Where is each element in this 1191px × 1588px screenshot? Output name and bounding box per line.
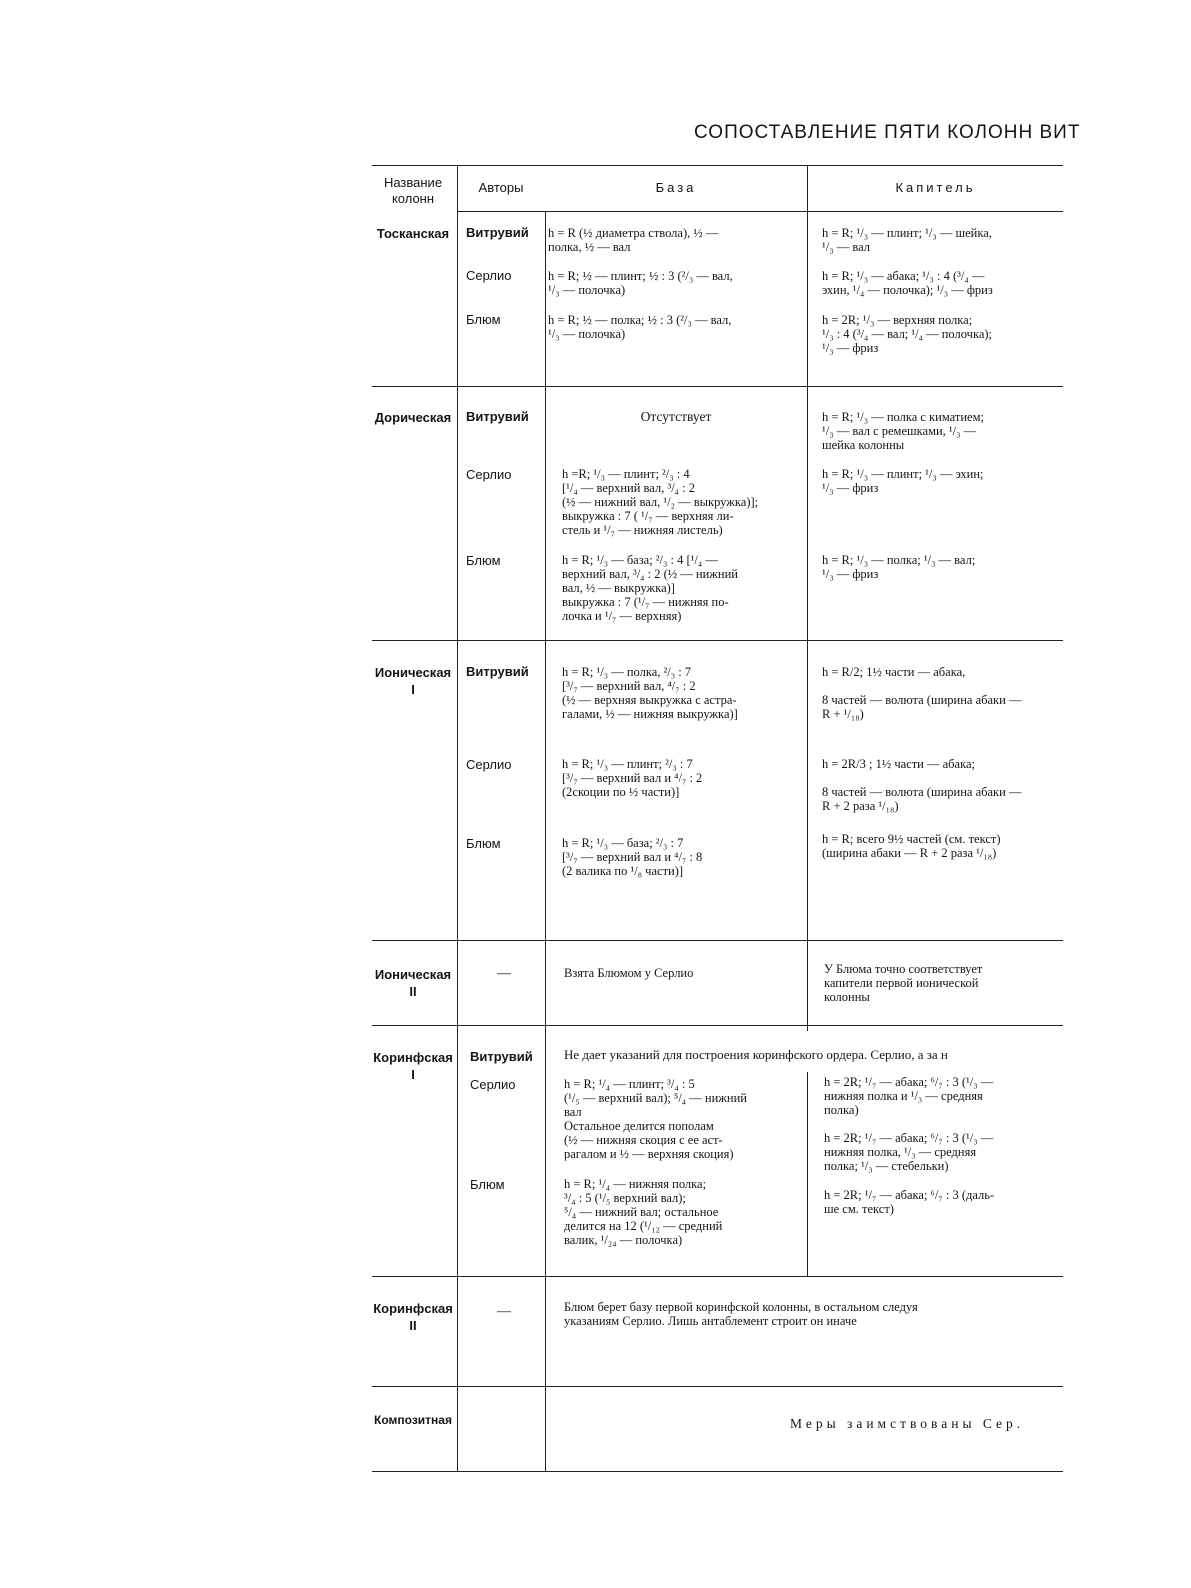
- row-rule-doric: [372, 640, 1063, 641]
- capital-corinthian1-serlio: h = 2R; ¹/₇ — абака; ⁶/₇ : 3 (¹/₃ — нижняя полка и ¹/₃ — средняя полка) h = 2R; ¹/₇ — абака; ⁶/₇ : 3 (¹/₃ — нижняя полка, ¹/₃ — средняя полка; ¹/₃ — стебельки): [824, 1075, 994, 1173]
- base-ionic1-serlio: h = R; ¹/₃ — плинт; ²/₃ : 7 [³/₇ — верхний вал и ⁴/₇ : 2 (2скоции по ½ части)]: [562, 757, 703, 799]
- row-name-composite: Композитная: [374, 1413, 452, 1427]
- header-capital: Капитель: [895, 180, 976, 195]
- author-serlio-tuscan: Серлио: [466, 268, 512, 283]
- base-ionic1-blum: h = R; ¹/₃ — база; ²/₃ : 7 [³/₇ — верхний вал и ⁴/₇ : 8 (2 валика по ¹/₈ части)]: [562, 836, 703, 878]
- base-doric-blum: h = R; ¹/₃ — база; ²/₃ : 4 [¹/₄ — верхний вал, ³/₄ : 2 (½ — нижний вал, ½ — выкружка)] выкружка : 7 (¹/₇ — нижняя по- лочка и ¹/₇ — верхняя): [562, 553, 739, 623]
- row-rule-ionic1: [372, 940, 1063, 941]
- base-ionic2: Взята Блюмом у Серлио: [564, 966, 694, 980]
- base-tuscan-serlio: h = R; ½ — плинт; ½ : 3 (²/₃ — вал, ¹/₃ — полочка): [548, 269, 733, 297]
- row-name-tuscan: Тосканская: [376, 226, 450, 241]
- capital-tuscan-vitruvius: h = R; ¹/₃ — плинт; ¹/₃ — шейка, ¹/₃ — вал: [822, 226, 992, 254]
- text-composite: Меры заимствованы Сер.: [790, 1416, 1025, 1431]
- header-name: Название колонн: [383, 175, 443, 206]
- capital-tuscan-serlio: h = R; ¹/₃ — абака; ¹/₃ : 4 (³/₄ — эхин, ¹/₄ — полочка); ¹/₃ — фриз: [822, 269, 993, 297]
- base-doric-vitruvius: Отсутствует: [640, 409, 712, 424]
- row-rule-tuscan: [372, 386, 1063, 387]
- row-name-ionic1: Ионическая I: [374, 665, 452, 697]
- col-rule-base-top: [807, 165, 808, 1031]
- col-rule-base-corinthian: [807, 1072, 808, 1276]
- author-serlio-ionic1: Серлио: [466, 757, 512, 772]
- table-top-rule: [372, 165, 1063, 166]
- base-tuscan-blum: h = R; ½ — полка; ½ : 3 (²/₃ — вал, ¹/₃ — полочка): [548, 313, 732, 341]
- capital-doric-blum: h = R; ¹/₃ — полка; ¹/₃ — вал; ¹/₃ — фриз: [822, 553, 976, 581]
- capital-doric-vitruvius: h = R; ¹/₃ — полка с киматием; ¹/₃ — вал с ремешками, ¹/₃ — шейка колонны: [822, 410, 984, 452]
- header-base: База: [655, 180, 697, 195]
- author-vitruvius-ionic1: Витрувий: [466, 664, 529, 679]
- capital-ionic2: У Блюма точно соответствует капители первой ионической колонны: [824, 962, 983, 1004]
- header-rule: [457, 211, 1063, 212]
- row-name-doric: Дорическая: [374, 410, 452, 425]
- capital-tuscan-blum: h = 2R; ¹/₃ — верхняя полка; ¹/₃ : 4 (³/₄ — вал; ¹/₄ — полочка); ¹/₃ — фриз: [822, 313, 993, 355]
- col-rule-authors: [545, 211, 546, 1471]
- author-dash-corinthian2: —: [497, 1304, 511, 1319]
- author-serlio-corinthian1: Серлио: [470, 1077, 516, 1092]
- row-name-ionic2: Ионическая II: [374, 967, 452, 999]
- base-tuscan-vitruvius: h = R (½ диаметра ствола), ½ — полка, ½ — вал: [548, 226, 719, 254]
- row-rule-corinthian2: [372, 1386, 1063, 1387]
- row-name-corinthian2: Коринфская II: [373, 1301, 453, 1333]
- row-rule-ionic2: [372, 1025, 1063, 1026]
- author-dash-ionic2: —: [497, 966, 511, 981]
- capital-ionic1-serlio: h = 2R/3 ; 1½ части — абака; 8 частей — волюта (ширина абаки — R + 2 раза ¹/₁₈): [822, 757, 1022, 813]
- table-bottom-rule: [372, 1471, 1063, 1472]
- header-authors: Авторы: [478, 180, 524, 195]
- author-blum-tuscan: Блюм: [466, 312, 501, 327]
- author-blum-doric: Блюм: [466, 553, 501, 568]
- col-rule-name: [457, 165, 458, 1471]
- page-title: СОПОСТАВЛЕНИЕ ПЯТИ КОЛОНН ВИТ: [694, 122, 1081, 143]
- capital-corinthian1-blum: h = 2R; ¹/₇ — абака; ⁶/₇ : 3 (даль- ше см. текст): [824, 1188, 995, 1216]
- text-corinthian2: Блюм берет базу первой коринфской колонны, в остальном следуя указаниям Серлио. Лишь антаблемент строит он иначе: [564, 1300, 918, 1328]
- capital-doric-serlio: h = R; ¹/₃ — плинт; ¹/₃ — эхин; ¹/₃ — фриз: [822, 467, 984, 495]
- row-rule-corinthian1: [372, 1276, 1063, 1277]
- author-vitruvius-tuscan: Витрувий: [466, 225, 529, 240]
- base-corinthian1-blum: h = R; ¹/₄ — нижняя полка; ³/₄ : 5 (¹/₅ верхний вал); ⁵/₄ — нижний вал; остальное делится на 12 (¹/₁₂ — средний валик, ¹/₂₄ — полочка): [564, 1177, 723, 1247]
- capital-ionic1-vitruvius: h = R/2; 1½ части — абака, 8 частей — волюта (ширина абаки — R + ¹/₁₈): [822, 665, 1022, 721]
- author-vitruvius-corinthian1: Витрувий: [470, 1049, 533, 1064]
- base-doric-serlio: h =R; ¹/₃ — плинт; ²/₃ : 4 [¹/₄ — верхний вал, ³/₄ : 2 (½ — нижний вал, ¹/₂ — выкружка)]; выкружка : 7 ( ¹/₇ — верхняя ли- стель и ¹/₇ — нижняя листель): [562, 467, 759, 537]
- base-corinthian1-serlio: h = R; ¹/₄ — плинт; ³/₄ : 5 (¹/₅ — верхний вал); ⁵/₄ — нижний вал Остальное делится пополам (½ — нижняя скоция с ее аст- рагалом и ½ — верхняя скоция): [564, 1077, 747, 1161]
- capital-ionic1-blum: h = R; всего 9½ частей (см. текст) (ширина абаки — R + 2 раза ¹/₁₈): [822, 832, 1001, 860]
- author-blum-ionic1: Блюм: [466, 836, 501, 851]
- base-ionic1-vitruvius: h = R; ¹/₃ — полка, ²/₃ : 7 [³/₇ — верхний вал, ⁴/₇ : 2 (½ — верхняя выкружка с астра- галами, ½ — нижняя выкружка)]: [562, 665, 738, 721]
- note-corinthian1-vitruvius: Не дает указаний для построения коринфского ордера. Серлио, а за н: [564, 1048, 948, 1062]
- author-serlio-doric: Серлио: [466, 467, 512, 482]
- row-name-corinthian1: Коринфская I: [373, 1050, 453, 1082]
- author-blum-corinthian1: Блюм: [470, 1177, 505, 1192]
- author-vitruvius-doric: Витрувий: [466, 409, 529, 424]
